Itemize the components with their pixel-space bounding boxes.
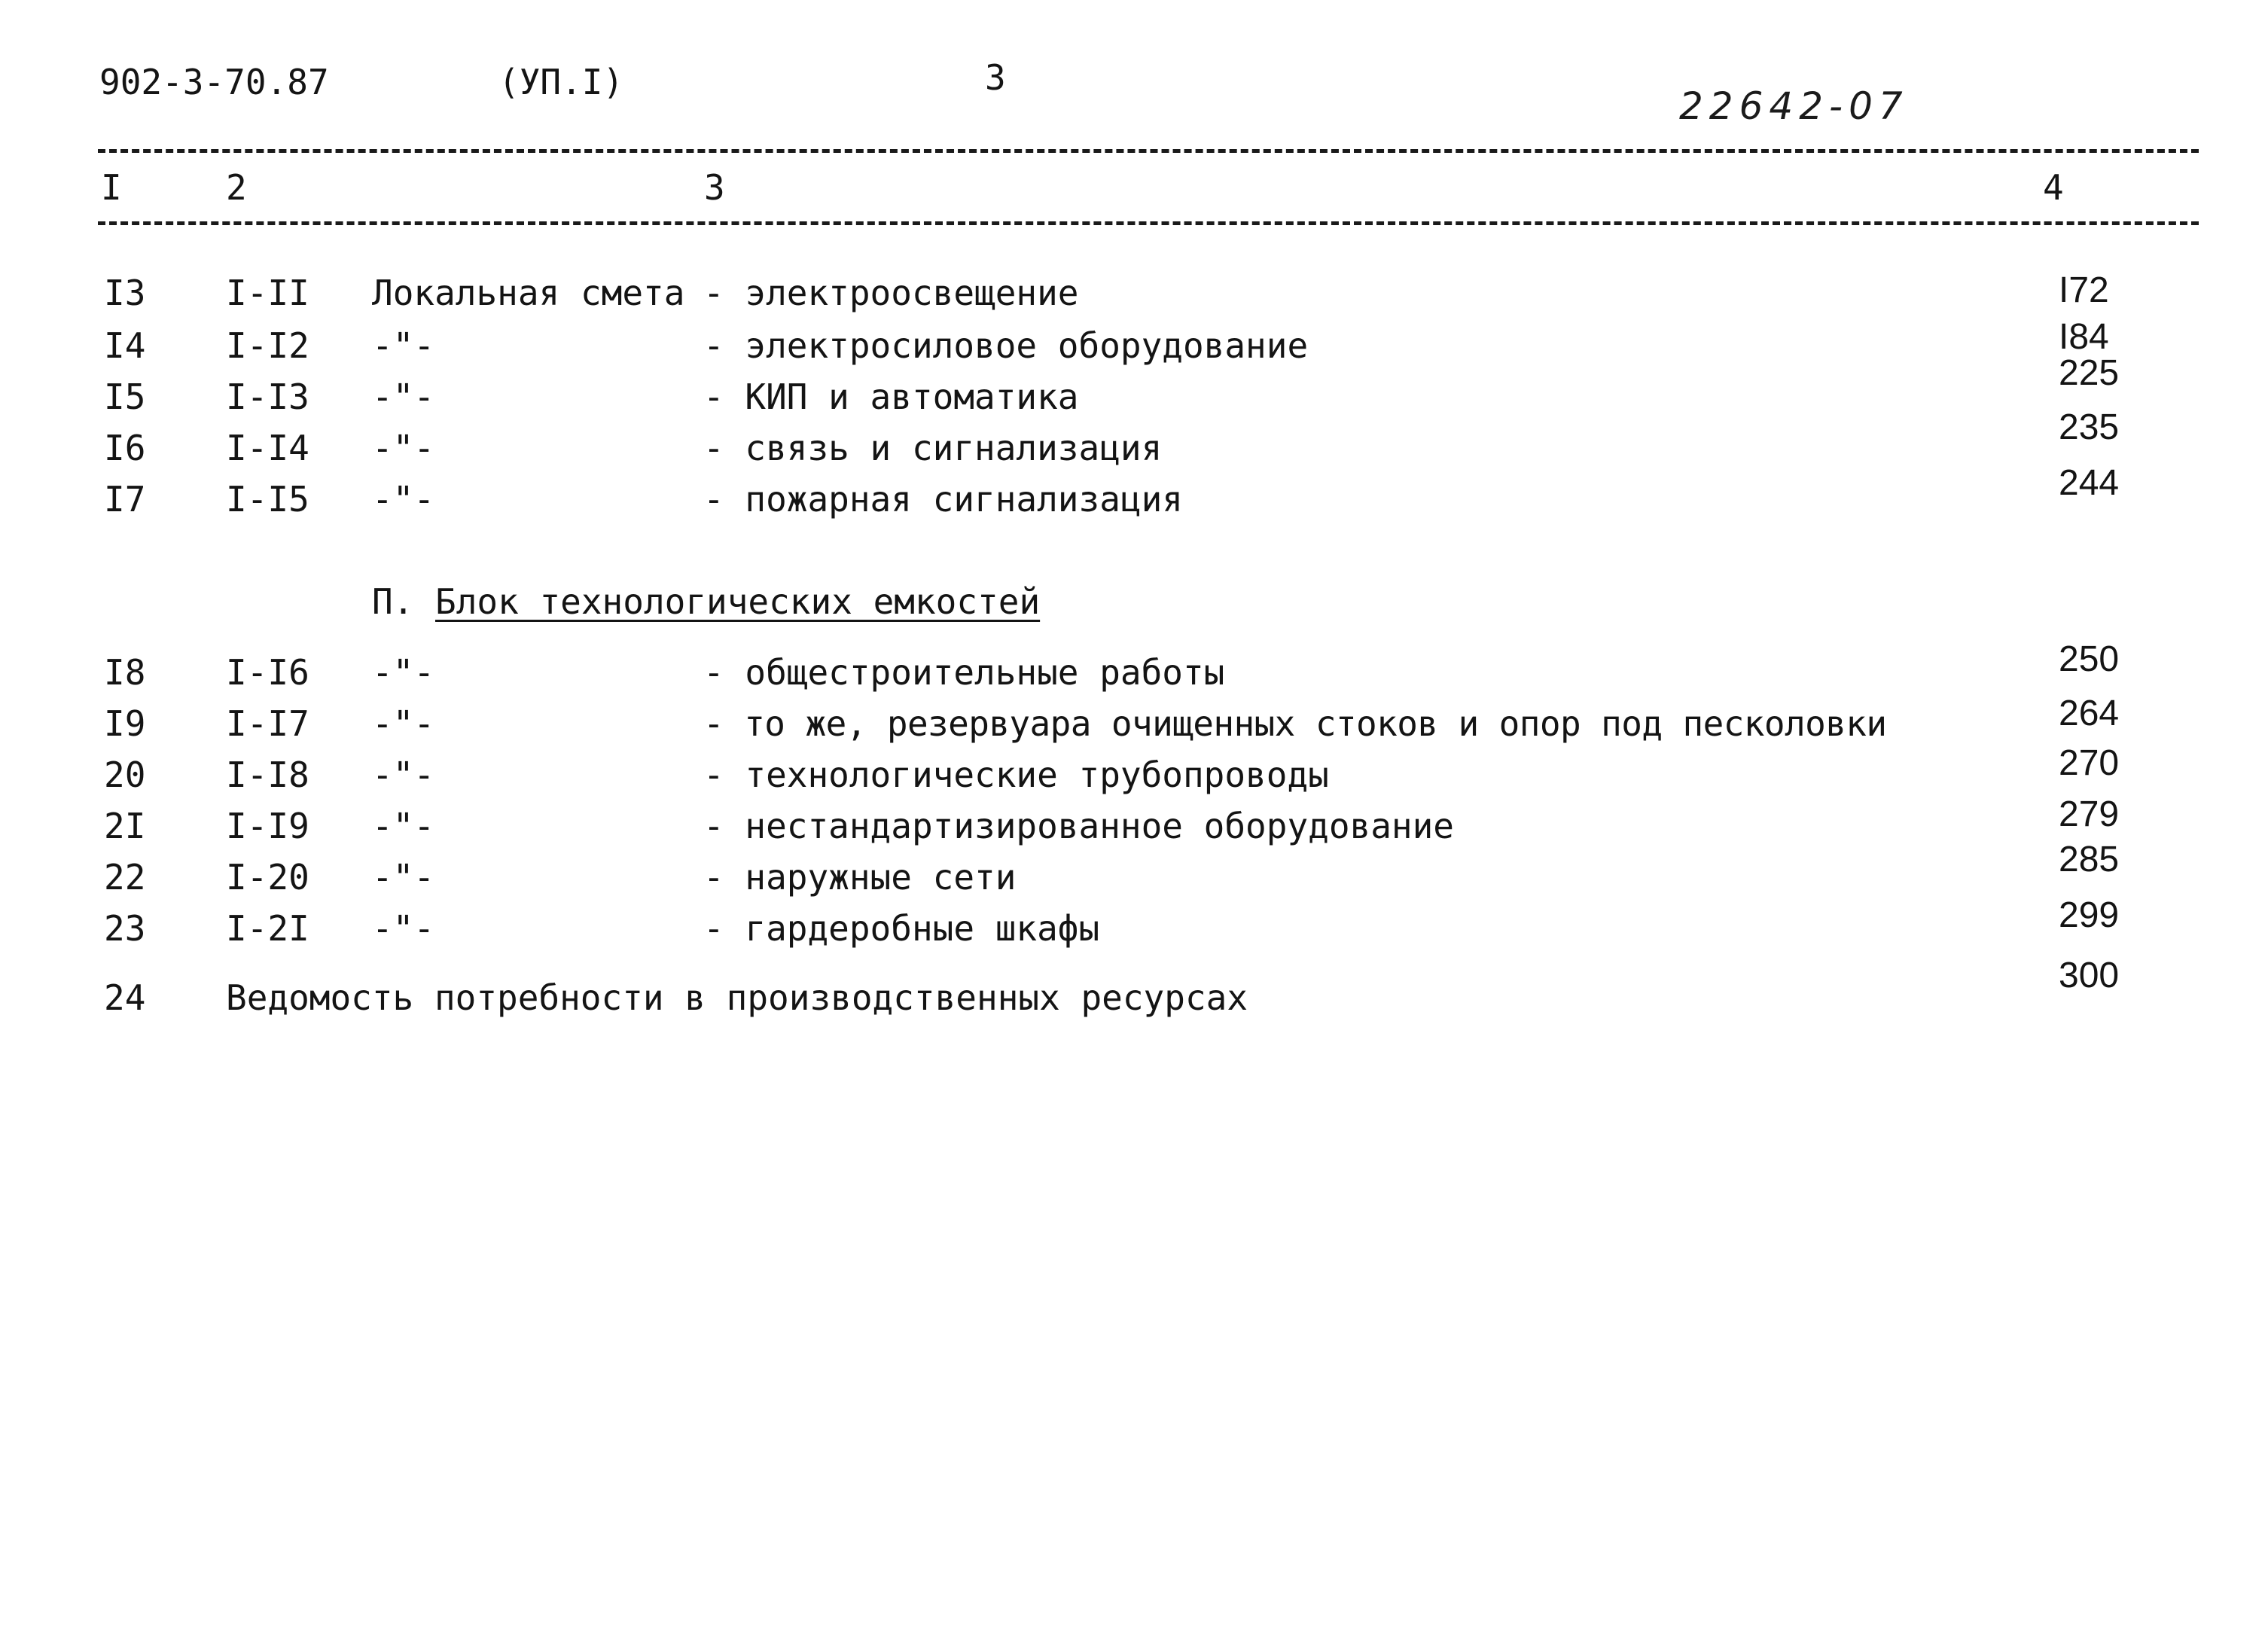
row-page: 285: [2059, 840, 2120, 879]
row-description: - то же, резервуара очищенных стоков и опор под песколовки: [703, 703, 1887, 744]
row-code: I-I4: [226, 428, 309, 468]
row-description: - электросиловое оборудование: [703, 325, 1309, 366]
column-header-2: 2: [226, 167, 247, 208]
row-title: -"-: [372, 857, 435, 898]
section-number: П.: [372, 581, 414, 622]
row-number: I3: [104, 273, 146, 313]
row-code: I-II: [226, 273, 309, 313]
row-description: - КИП и автоматика: [703, 376, 1079, 417]
row-number: I7: [104, 479, 146, 520]
row-code: I-20: [226, 857, 309, 898]
row-code: I-2I: [226, 908, 309, 949]
header-top-rule: [98, 149, 2199, 153]
row-title: -"-: [372, 754, 435, 795]
row-description: Ведомость потребности в производственных ресурсах: [226, 977, 1248, 1018]
row-code: I-I7: [226, 703, 309, 744]
row-title: -"-: [372, 806, 435, 846]
row-number: 22: [104, 857, 146, 898]
document-code: 902-3-70.87: [99, 62, 329, 102]
row-number: I6: [104, 428, 146, 468]
row-page: 244: [2059, 463, 2120, 503]
row-number: 24: [104, 977, 146, 1018]
row-number: 20: [104, 754, 146, 795]
row-description: - связь и сигнализация: [703, 428, 1163, 468]
row-code: I-I2: [226, 325, 309, 366]
row-description: - электроосвещение: [703, 273, 1079, 313]
row-number: 2I: [104, 806, 146, 846]
column-header-3: 3: [704, 167, 725, 208]
row-title: -"-: [372, 376, 435, 417]
row-title: Локальная смета: [372, 273, 685, 313]
row-number: 23: [104, 908, 146, 949]
row-number: I9: [104, 703, 146, 744]
row-title: -"-: [372, 908, 435, 949]
row-title: -"-: [372, 479, 435, 520]
row-title: -"-: [372, 703, 435, 744]
row-code: I-I6: [226, 652, 309, 693]
album-label: (УП.I): [498, 62, 624, 102]
row-code: I-I5: [226, 479, 309, 520]
row-title: -"-: [372, 652, 435, 693]
row-title: -"-: [372, 325, 435, 366]
row-page: 270: [2059, 743, 2120, 783]
row-description: - нестандартизированное оборудование: [703, 806, 1454, 846]
row-page: 250: [2059, 639, 2120, 679]
column-header-1: I: [101, 167, 122, 208]
row-page: I72: [2059, 270, 2109, 310]
column-header-4: 4: [2043, 167, 2064, 208]
handwritten-reference: 22642-07: [1679, 84, 1909, 128]
row-description: - наружные сети: [703, 857, 1017, 898]
row-description: - гардеробные шкафы: [703, 908, 1100, 949]
row-code: I-I8: [226, 754, 309, 795]
row-page: 279: [2059, 794, 2120, 834]
row-page: 264: [2059, 693, 2120, 733]
row-number: I4: [104, 325, 146, 366]
row-description: - пожарная сигнализация: [703, 479, 1183, 520]
row-page: 299: [2059, 895, 2120, 935]
section-title: Блок технологических емкостей: [435, 581, 1041, 622]
header-bottom-rule: [98, 221, 2199, 225]
row-page: 225: [2059, 353, 2120, 393]
row-number: I8: [104, 652, 146, 693]
page-number: 3: [985, 57, 1006, 98]
row-page: I84: [2059, 317, 2109, 357]
row-number: I5: [104, 376, 146, 417]
row-code: I-I3: [226, 376, 309, 417]
row-description: - технологические трубопроводы: [703, 754, 1329, 795]
row-page: 235: [2059, 407, 2120, 447]
row-page: 300: [2059, 956, 2120, 995]
row-title: -"-: [372, 428, 435, 468]
row-description: - общестроительные работы: [703, 652, 1225, 693]
row-code: I-I9: [226, 806, 309, 846]
